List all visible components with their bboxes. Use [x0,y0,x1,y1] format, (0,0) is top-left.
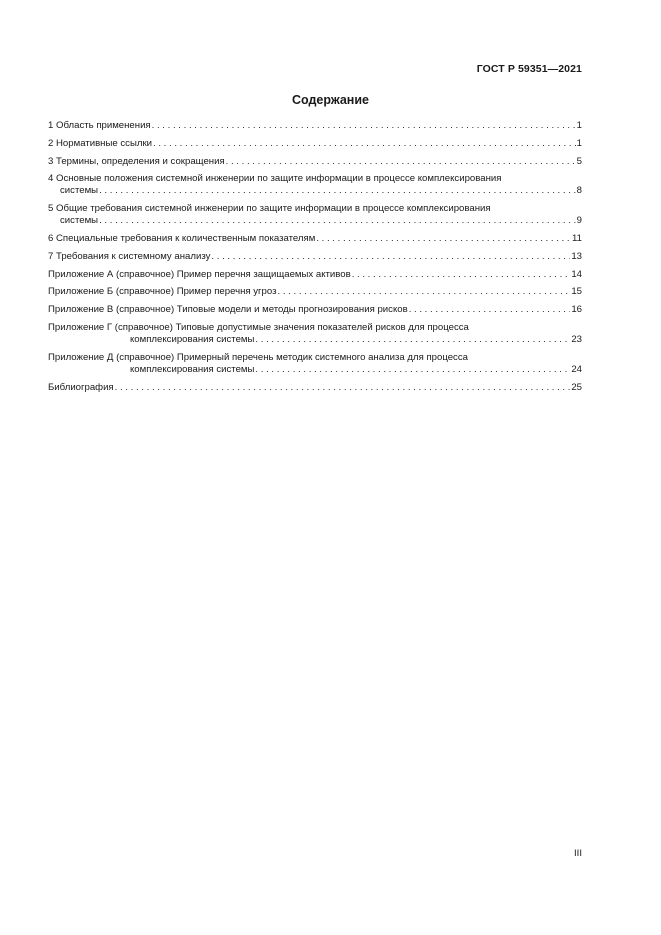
dot-leader [115,382,571,394]
toc-entry-title: 4 Основные положения системной инженерии по защите информации в процессе комплексирования [48,173,502,185]
table-of-contents [48,120,582,399]
dot-leader [278,286,571,298]
dot-leader [226,156,576,168]
toc-entry-title: 1 Область применения [48,120,151,131]
toc-page-number: 11 [572,232,582,244]
toc-page-number: 16 [571,304,582,316]
toc-entry[interactable] [48,173,582,197]
toc-page-number: 8 [576,185,582,197]
dot-leader [211,251,570,263]
toc-page-number: 24 [571,363,582,375]
dot-leader [409,304,571,316]
toc-entry[interactable] [48,203,582,227]
toc-entry[interactable] [48,156,582,168]
toc-page-number: 25 [571,381,582,393]
toc-entry[interactable] [48,251,582,263]
toc-entry-title: Приложение В (справочное) Типовые модели и методы прогнозирования рисков [48,304,408,316]
toc-entry[interactable] [48,233,582,245]
toc-entry-title: Приложение Д (справочное) Примерный перечень методик системного анализа для процесса [48,351,468,363]
toc-entry-title: Библиография [48,381,114,393]
toc-entry-title-continued: комплексирования системы [130,333,255,345]
page-title: Содержание [291,93,369,107]
toc-entry-title: Приложение А (справочное) Пример перечня защищаемых активов [48,268,351,280]
toc-entry[interactable] [48,382,582,394]
toc-entry-title-continued: комплексирования системы [130,363,255,375]
toc-page-number: 9 [576,215,582,227]
dot-leader [255,334,570,346]
toc-page-number: 14 [571,268,582,280]
toc-page-number: 23 [571,333,582,345]
dot-leader [99,185,576,197]
dot-leader [316,233,571,245]
toc-entry-title: Приложение Б (справочное) Пример перечня угроз [48,286,277,298]
dot-leader [152,120,576,132]
toc-entry[interactable] [48,120,582,132]
toc-entry-title-continued: системы [60,185,99,197]
toc-entry-title: 3 Термины, определения и сокращения [48,155,225,167]
toc-entry[interactable] [48,138,582,150]
document-id: ГОСТ Р 59351—2021 [476,63,582,75]
toc-entry[interactable] [48,269,582,281]
toc-entry-title: 5 Общие требования системной инженерии по защите информации в процессе комплексирования [48,203,491,215]
toc-entry[interactable] [48,322,582,346]
page-number: III [574,848,582,859]
toc-entry[interactable] [48,304,582,316]
toc-entry-title-continued: системы [60,215,99,227]
toc-entry[interactable] [48,352,582,376]
toc-entry-title: 2 Нормативные ссылки [48,137,153,149]
toc-page-number: 1 [576,137,582,149]
toc-page-number: 15 [571,286,582,298]
dot-leader [255,364,570,376]
toc-entry[interactable] [48,286,582,298]
toc-entry-title: Приложение Г (справочное) Типовые допустимые значения показателей рисков для процесса [48,321,469,333]
dot-leader [352,269,571,281]
toc-page-number: 1 [576,120,582,131]
toc-entry-title: 7 Требования к системному анализу [48,250,211,262]
toc-page-number: 13 [571,250,582,262]
dot-leader [99,215,576,227]
dot-leader [153,138,576,150]
toc-entry-title: 6 Специальные требования к количественным показателям [48,232,316,244]
toc-page-number: 5 [576,155,582,167]
